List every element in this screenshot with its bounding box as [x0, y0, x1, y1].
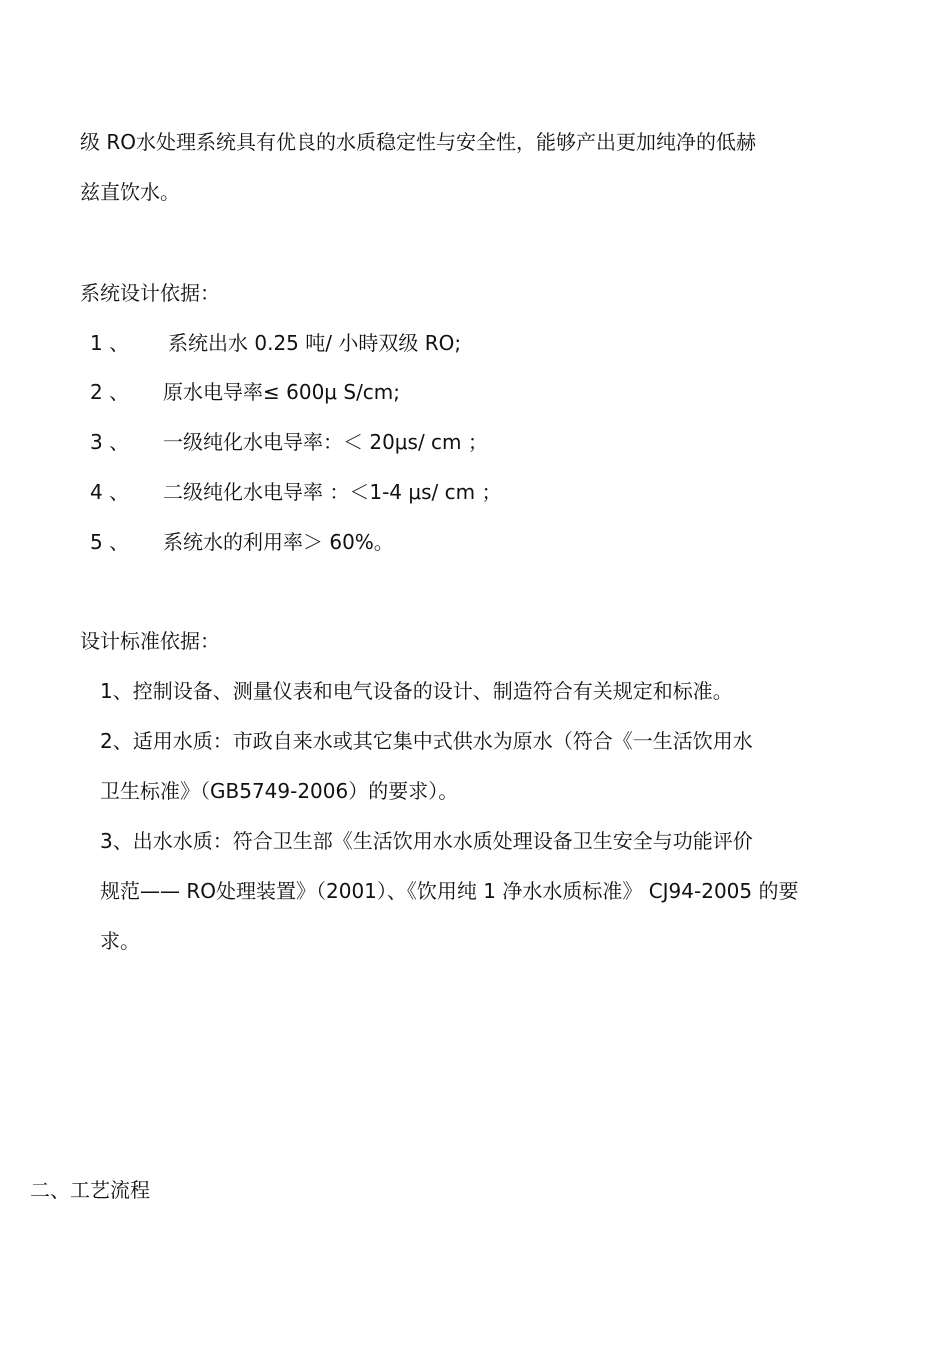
standard-item-2-line-1: 2、适用水质：市政自来水或其它集中式供水为原水（符合《一生活饮用水	[100, 729, 753, 753]
list-item-text: 系统出水 0.25 吨/ 小時双级 RO;	[168, 331, 462, 355]
intro-line-1: 级 RO水处理系统具有优良的水质稳定性与安全性，能够产出更加纯净的低赫	[80, 130, 756, 154]
list-item-text: 系统水的利用率＞ 60%。	[163, 530, 394, 554]
list-item-number: 2 、	[90, 380, 130, 404]
section-2-heading: 二、工艺流程	[30, 1178, 150, 1202]
standard-item-1: 1、控制设备、测量仪表和电气设备的设计、制造符合有关规定和标准。	[100, 679, 733, 703]
system-basis-heading: 系统设计依据：	[80, 281, 220, 305]
list-item-number: 3 、	[90, 430, 130, 454]
list-item-number: 5 、	[90, 530, 130, 554]
standard-item-2-line-2: 卫生标准》（GB5749-2006）的要求）。	[100, 779, 459, 803]
standard-item-3-line-3: 求。	[100, 929, 140, 953]
list-item-number: 1 、	[90, 331, 130, 355]
list-item-text: 一级纯化水电导率：＜ 20μs/ cm ；	[163, 430, 488, 454]
standard-item-3-line-1: 3、出水水质：符合卫生部《生活饮用水水质处理设备卫生安全与功能评价	[100, 829, 753, 853]
standard-basis-heading: 设计标准依据：	[80, 629, 220, 653]
list-item-number: 4 、	[90, 480, 130, 504]
list-item-text: 二级纯化水电导率 ：＜1-4 μs/ cm ；	[163, 480, 502, 504]
standard-item-3-line-2: 规范—— RO处理装置》（2001）、《饮用纯 1 净水水质标准》 CJ94-2005 的要	[100, 879, 799, 903]
list-item-text: 原水电导率≤ 600μ S/cm;	[163, 380, 401, 404]
intro-line-2: 兹直饮水。	[80, 180, 180, 204]
